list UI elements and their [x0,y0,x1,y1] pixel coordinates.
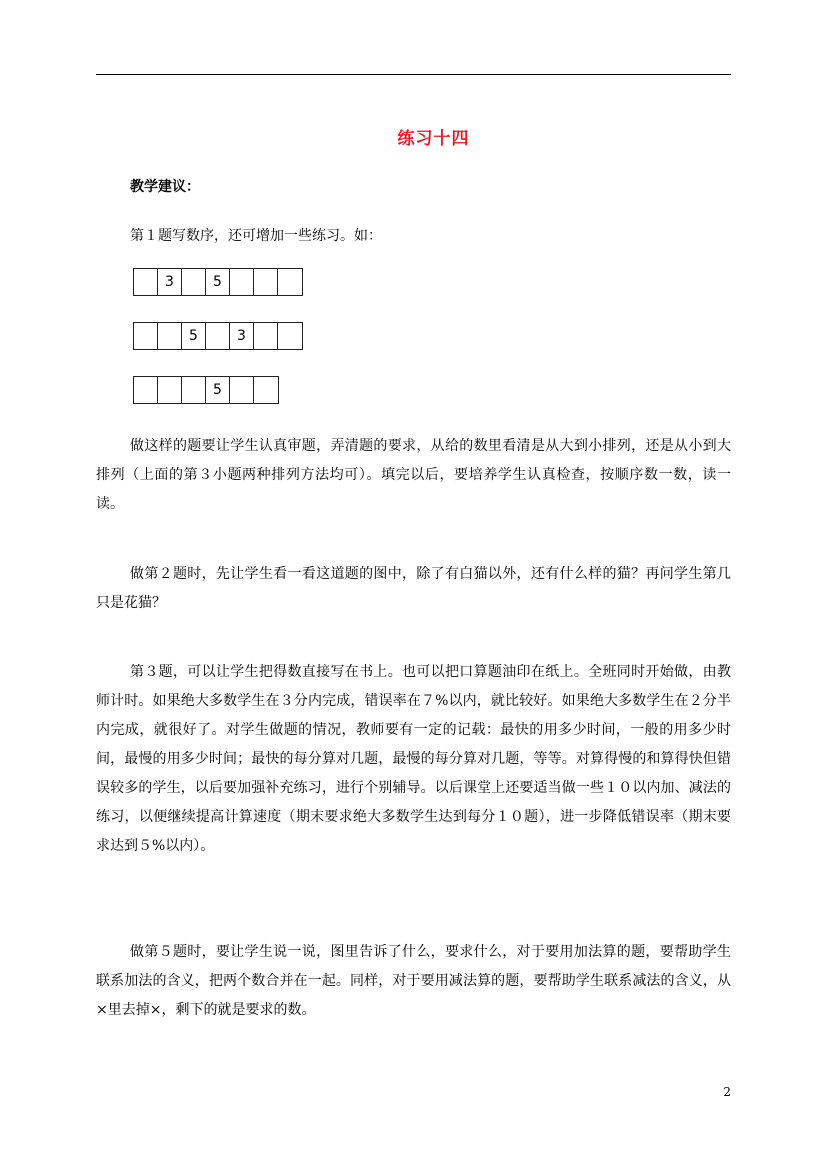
number-grid-1 [133,268,303,296]
grid-cell [134,377,158,403]
grid-cell [158,323,182,349]
grid-cell [254,323,278,349]
grid-cell: 3 [230,323,254,349]
grid-cell [278,323,302,349]
grid-cell: 5 [206,377,230,403]
grid-cell [254,377,278,403]
grid-cell [230,269,254,295]
grid-cell [158,377,182,403]
grid-cell [182,377,206,403]
paragraph-2: 做第２题时，先让学生看一看这道题的图中，除了有白猫以外，还有什么样的猫？再问学生第几只是花猫？ [96,566,731,611]
grid-cell [182,269,206,295]
paragraph-1: 做这样的题要让学生认真审题，弄清题的要求，从给的数里看清是从大到小排列，还是从小到大排列（上面的第３小题两种排列方法均可）。填完以后，要培养学生认真检查，按顺序数一数，读一读。 [96,438,731,512]
grid-cell [134,323,158,349]
grid-cell [206,323,230,349]
paragraph-4: 做第５题时，要让学生说一说，图里告诉了什么，要求什么，对于要用加法算的题，要帮助学生联系加法的含义，把两个数合并在一起。同样，对于要用减法算的题，要帮助学生联系减法的含义，从×里去掉×，剩下的就是要求的数。 [96,944,731,1018]
grid-cell [134,269,158,295]
page-number: 2 [723,1085,731,1099]
section-heading: 教学建议： [130,179,200,195]
grid-cell: 5 [182,323,206,349]
grid-cell [230,377,254,403]
grid-cell: 3 [158,269,182,295]
grid-cell: 5 [206,269,230,295]
page-title: 练习十四 [397,129,470,149]
paragraph-3: 第３题，可以让学生把得数直接写在书上。也可以把口算题油印在纸上。全班同时开始做，由教师计时。如果绝大多数学生在３分内完成，错误率在７%以内，就比较好。如果绝大多数学生在２分半内完成，就很好了。对学生做题的情况，教师要有一定的记载：最快的用多少时间，一般的用多少时间，最慢的用多少时间；最快的每分算对几题，最慢的每分算对几题，等等。对算得慢的和算得快但错误较多的学生，以后要加强补充练习，进行个别辅导。以后课堂上还要适当做一些１０以内加、减法的练习，以便继续提高计算速度（期末要求绝大多数学生达到每分１０题），进一步降低错误率（期末要求达到５%以内）。 [96,664,731,854]
grid-cell [278,269,302,295]
number-grid-3 [133,376,279,404]
grid-cell [254,269,278,295]
intro-text: 第１题写数序，还可增加一些练习。如： [130,228,382,244]
header-rule [96,74,731,75]
number-grid-2 [133,322,303,350]
